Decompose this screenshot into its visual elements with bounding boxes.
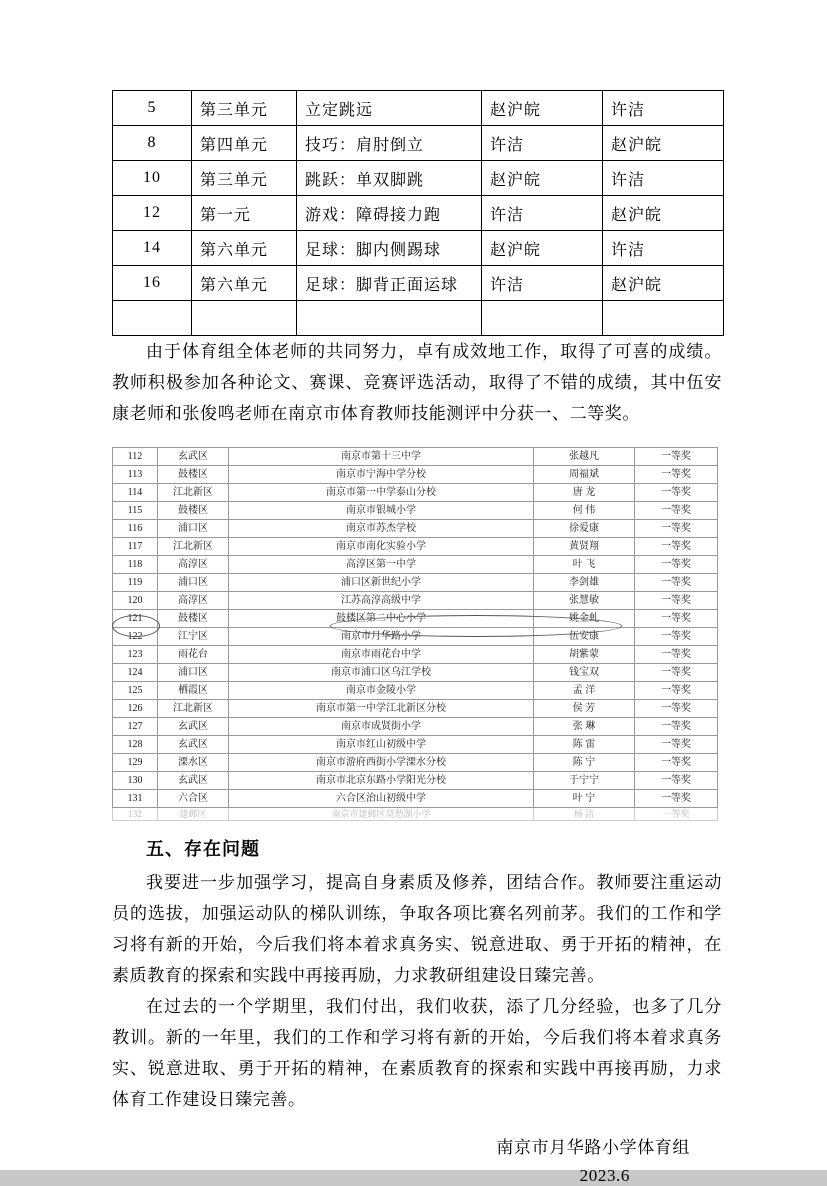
award-person: 孟 洋 xyxy=(534,682,635,700)
lesson-title: 游戏：障碍接力跑 xyxy=(297,196,482,231)
lesson-plan-table xyxy=(112,90,724,336)
award-index: 115 xyxy=(113,502,158,520)
table-row xyxy=(113,682,718,700)
award-district: 玄武区 xyxy=(158,736,229,754)
award-person: 于宁宁 xyxy=(534,772,635,790)
lesson-teacher-2: 赵沪皖 xyxy=(603,266,724,301)
award-prize: 一等奖 xyxy=(635,484,718,502)
award-index: 119 xyxy=(113,574,158,592)
award-school: 南京市浦口区乌江学校 xyxy=(229,664,534,682)
award-index: 132 xyxy=(113,808,158,821)
award-person: 姚金虬 xyxy=(534,610,635,628)
table-row xyxy=(113,646,718,664)
table-row xyxy=(113,266,724,301)
award-prize: 一等奖 xyxy=(635,736,718,754)
table-row xyxy=(113,592,718,610)
award-prize: 一等奖 xyxy=(635,574,718,592)
table-row xyxy=(113,736,718,754)
lesson-unit xyxy=(192,301,297,336)
table-row xyxy=(113,610,718,628)
table-row xyxy=(113,718,718,736)
award-district: 玄武区 xyxy=(158,718,229,736)
award-school: 南京市苏杰学校 xyxy=(229,520,534,538)
award-index: 129 xyxy=(113,754,158,772)
award-person: 胡紫蒙 xyxy=(534,646,635,664)
award-person: 李剑雄 xyxy=(534,574,635,592)
lesson-number: 12 xyxy=(113,196,192,231)
award-prize: 一等奖 xyxy=(635,592,718,610)
award-prize: 一等奖 xyxy=(635,808,718,821)
award-person: 张慧敏 xyxy=(534,592,635,610)
award-district: 江北新区 xyxy=(158,538,229,556)
award-district: 雨花台 xyxy=(158,646,229,664)
table-row xyxy=(113,664,718,682)
lesson-teacher-1: 赵沪皖 xyxy=(482,91,603,126)
table-row-partial xyxy=(113,808,718,821)
award-district: 高淳区 xyxy=(158,592,229,610)
lesson-unit: 第一元 xyxy=(192,196,297,231)
table-row xyxy=(113,754,718,772)
award-person: 黄贤翔 xyxy=(534,538,635,556)
award-school: 南京市南化实验小学 xyxy=(229,538,534,556)
award-prize: 一等奖 xyxy=(635,520,718,538)
award-person: 叶 宁 xyxy=(534,790,635,808)
table-row xyxy=(113,448,718,466)
table-row xyxy=(113,772,718,790)
lesson-teacher-1: 许洁 xyxy=(482,266,603,301)
award-prize: 一等奖 xyxy=(635,754,718,772)
lesson-title xyxy=(297,301,482,336)
table-row xyxy=(113,196,724,231)
award-district: 浦口区 xyxy=(158,520,229,538)
award-prize: 一等奖 xyxy=(635,772,718,790)
award-district: 建邺区 xyxy=(158,808,229,821)
award-school: 南京市红山初级中学 xyxy=(229,736,534,754)
lesson-teacher-1: 许洁 xyxy=(482,126,603,161)
award-prize: 一等奖 xyxy=(635,610,718,628)
lesson-teacher-1: 赵沪皖 xyxy=(482,161,603,196)
award-person: 叶 飞 xyxy=(534,556,635,574)
lesson-number: 5 xyxy=(113,91,192,126)
award-school: 六合区治山初级中学 xyxy=(229,790,534,808)
table-row xyxy=(113,538,718,556)
award-person: 周福斌 xyxy=(534,466,635,484)
award-person: 唐 龙 xyxy=(534,484,635,502)
award-prize: 一等奖 xyxy=(635,718,718,736)
award-prize: 一等奖 xyxy=(635,682,718,700)
signature-org: 南京市月华路小学体育组 xyxy=(496,1138,690,1157)
award-district: 浦口区 xyxy=(158,574,229,592)
award-index: 117 xyxy=(113,538,158,556)
award-index: 122 xyxy=(113,628,158,646)
lesson-teacher-2: 许洁 xyxy=(603,231,724,266)
lesson-title: 跳跃：单双脚跳 xyxy=(297,161,482,196)
table-row xyxy=(113,484,718,502)
award-prize: 一等奖 xyxy=(635,664,718,682)
award-list-table xyxy=(112,447,718,821)
award-list-region xyxy=(112,447,712,821)
lesson-unit: 第六单元 xyxy=(192,266,297,301)
table-row xyxy=(113,556,718,574)
award-prize: 一等奖 xyxy=(635,700,718,718)
table-row xyxy=(113,301,724,336)
award-district: 玄武区 xyxy=(158,772,229,790)
lesson-title: 足球：脚背正面运球 xyxy=(297,266,482,301)
award-school: 南京市月华路小学 xyxy=(229,628,534,646)
award-district: 玄武区 xyxy=(158,448,229,466)
lesson-teacher-2: 许洁 xyxy=(603,91,724,126)
award-index: 128 xyxy=(113,736,158,754)
table-row xyxy=(113,574,718,592)
award-school: 南京市第一中学泰山分校 xyxy=(229,484,534,502)
table-row xyxy=(113,91,724,126)
award-district: 鼓楼区 xyxy=(158,502,229,520)
award-school: 南京市金陵小学 xyxy=(229,682,534,700)
award-school: 鼓楼区第二中心小学 xyxy=(229,610,534,628)
award-prize: 一等奖 xyxy=(635,556,718,574)
lesson-teacher-1: 许洁 xyxy=(482,196,603,231)
award-person: 杨 洁 xyxy=(534,808,635,821)
award-district: 鼓楼区 xyxy=(158,466,229,484)
award-index: 112 xyxy=(113,448,158,466)
lesson-title: 立定跳远 xyxy=(297,91,482,126)
award-prize: 一等奖 xyxy=(635,628,718,646)
award-school: 南京市游府西街小学溧水分校 xyxy=(229,754,534,772)
lesson-table-body xyxy=(113,91,724,336)
award-district: 溧水区 xyxy=(158,754,229,772)
award-school: 南京市雨花台中学 xyxy=(229,646,534,664)
award-index: 127 xyxy=(113,718,158,736)
award-school: 南京市第一中学江北新区分校 xyxy=(229,700,534,718)
award-prize: 一等奖 xyxy=(635,466,718,484)
lesson-unit: 第三单元 xyxy=(192,91,297,126)
lesson-number: 10 xyxy=(113,161,192,196)
section-paragraph-1: 我要进一步加强学习，提高自身素质及修养，团结合作。教师要注重运动员的选拔，加强运动队的梯队训练，争取各项比赛名列前茅。我们的工作和学习将有新的开始，今后我们将本着求真务实、锐意进取、勇于开拓的精神，在素质教育的探索和实践中再接再励，力求教研组建设日臻完善。 xyxy=(112,873,722,985)
award-index: 130 xyxy=(113,772,158,790)
lesson-number xyxy=(113,301,192,336)
award-index: 125 xyxy=(113,682,158,700)
lesson-unit: 第六单元 xyxy=(192,231,297,266)
lesson-teacher-2: 赵沪皖 xyxy=(603,196,724,231)
achievement-paragraph: 由于体育组全体老师的共同努力，卓有成效地工作，取得了可喜的成绩。教师积极参加各种论文、赛课、竞赛评选活动，取得了不错的成绩，其中伍安康老师和张俊鸣老师在南京市体育教师技能测评中分获一、二等奖。 xyxy=(112,342,722,423)
award-district: 栖霞区 xyxy=(158,682,229,700)
lesson-title: 技巧：肩肘倒立 xyxy=(297,126,482,161)
table-row xyxy=(113,790,718,808)
award-index: 116 xyxy=(113,520,158,538)
award-prize: 一等奖 xyxy=(635,790,718,808)
award-index: 114 xyxy=(113,484,158,502)
award-school: 南京市建邺区莫愁湖小学 xyxy=(229,808,534,821)
award-index: 126 xyxy=(113,700,158,718)
award-person: 张越凡 xyxy=(534,448,635,466)
award-index: 118 xyxy=(113,556,158,574)
section-paragraph-2: 在过去的一个学期里，我们付出，我们收获，添了几分经验，也多了几分教训。新的一年里，我们的工作和学习将有新的开始，今后我们将本着求真务实、锐意进取、勇于开拓的精神，在素质教育的探索和实践中再接再励，力求体育工作建设日臻完善。 xyxy=(112,997,722,1109)
award-person: 张 琳 xyxy=(534,718,635,736)
award-index: 131 xyxy=(113,790,158,808)
lesson-number: 16 xyxy=(113,266,192,301)
award-table-body xyxy=(113,448,718,821)
table-row xyxy=(113,231,724,266)
page-title: 五、存在问题 xyxy=(146,839,260,859)
lesson-unit: 第三单元 xyxy=(192,161,297,196)
table-row xyxy=(113,126,724,161)
signature-date: 2023.6 xyxy=(579,1166,630,1185)
award-index: 123 xyxy=(113,646,158,664)
award-school: 江苏高淳高级中学 xyxy=(229,592,534,610)
table-row xyxy=(113,466,718,484)
award-person: 陈 雷 xyxy=(534,736,635,754)
award-district: 江北新区 xyxy=(158,484,229,502)
award-school: 高淳区第一中学 xyxy=(229,556,534,574)
document-content xyxy=(112,90,722,1186)
table-row xyxy=(113,700,718,718)
lesson-number: 8 xyxy=(113,126,192,161)
lesson-teacher-2: 许洁 xyxy=(603,161,724,196)
award-person: 徐爱康 xyxy=(534,520,635,538)
award-prize: 一等奖 xyxy=(635,646,718,664)
award-school: 南京市宁海中学分校 xyxy=(229,466,534,484)
award-prize: 一等奖 xyxy=(635,538,718,556)
award-district: 江宁区 xyxy=(158,628,229,646)
award-school: 南京市成贤街小学 xyxy=(229,718,534,736)
lesson-teacher-1: 赵沪皖 xyxy=(482,231,603,266)
lesson-teacher-2: 赵沪皖 xyxy=(603,126,724,161)
lesson-number: 14 xyxy=(113,231,192,266)
award-district: 江北新区 xyxy=(158,700,229,718)
award-index: 124 xyxy=(113,664,158,682)
table-row xyxy=(113,502,718,520)
lesson-teacher-1 xyxy=(482,301,603,336)
award-district: 六合区 xyxy=(158,790,229,808)
award-prize: 一等奖 xyxy=(635,448,718,466)
award-person: 钱宝双 xyxy=(534,664,635,682)
award-index: 113 xyxy=(113,466,158,484)
award-school: 南京市北京东路小学阳光分校 xyxy=(229,772,534,790)
table-row xyxy=(113,520,718,538)
award-person: 伍安康 xyxy=(534,628,635,646)
award-district: 高淳区 xyxy=(158,556,229,574)
lesson-teacher-2 xyxy=(603,301,724,336)
award-district: 浦口区 xyxy=(158,664,229,682)
award-prize: 一等奖 xyxy=(635,502,718,520)
table-row xyxy=(113,161,724,196)
table-row-highlighted xyxy=(113,628,718,646)
award-index: 121 xyxy=(113,610,158,628)
lesson-unit: 第四单元 xyxy=(192,126,297,161)
award-school: 南京市第十三中学 xyxy=(229,448,534,466)
award-person: 陈 宁 xyxy=(534,754,635,772)
award-school: 南京市银城小学 xyxy=(229,502,534,520)
award-school: 浦口区新世纪小学 xyxy=(229,574,534,592)
award-person: 侯 芳 xyxy=(534,700,635,718)
award-index: 120 xyxy=(113,592,158,610)
lesson-title: 足球：脚内侧踢球 xyxy=(297,231,482,266)
award-person: 何 伟 xyxy=(534,502,635,520)
award-district: 鼓楼区 xyxy=(158,610,229,628)
